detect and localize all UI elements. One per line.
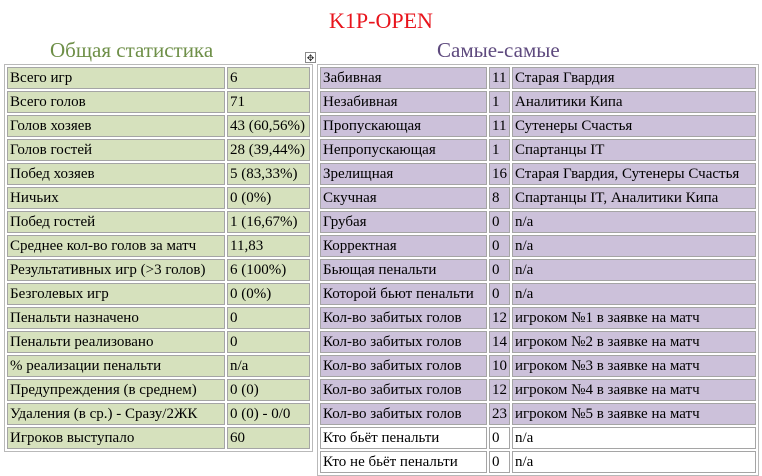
best-value: n/a bbox=[512, 451, 756, 473]
table-row bbox=[7, 235, 310, 257]
stat-value: 6 (100%) bbox=[227, 259, 310, 281]
best-number: 1 bbox=[489, 91, 510, 113]
table-row bbox=[7, 283, 310, 305]
stat-value: 60 bbox=[227, 427, 310, 449]
stat-value: n/a bbox=[227, 355, 310, 377]
best-value: Сутенеры Счастья bbox=[512, 115, 756, 137]
stat-label: Ничьих bbox=[7, 187, 225, 209]
table-row bbox=[7, 355, 310, 377]
best-label: Кол-во забитых голов bbox=[320, 355, 487, 377]
stat-label: Побед хозяев bbox=[7, 163, 225, 185]
best-value: n/a bbox=[512, 283, 756, 305]
table-row bbox=[7, 115, 310, 137]
best-label: Кол-во забитых голов bbox=[320, 331, 487, 353]
best-value: n/a bbox=[512, 259, 756, 281]
table-row bbox=[320, 139, 756, 161]
best-value: n/a bbox=[512, 235, 756, 257]
table-row bbox=[7, 163, 310, 185]
stat-label: Голов гостей bbox=[7, 139, 225, 161]
best-label: Кто бьёт пенальти bbox=[320, 427, 487, 449]
table-row bbox=[320, 403, 756, 425]
move-arrows-icon[interactable]: ✥ bbox=[306, 53, 315, 63]
best-number: 1 bbox=[489, 139, 510, 161]
best-number: 14 bbox=[489, 331, 510, 353]
table-row bbox=[320, 187, 756, 209]
table-row bbox=[7, 211, 310, 233]
stat-label: Игроков выступало bbox=[7, 427, 225, 449]
best-value: игроком №1 в заявке на матч bbox=[512, 307, 756, 329]
best-value: Старая Гвардия bbox=[512, 67, 756, 89]
best-number: 10 bbox=[489, 355, 510, 377]
table-row bbox=[320, 427, 756, 449]
stat-value: 71 bbox=[227, 91, 310, 113]
best-number: 0 bbox=[489, 283, 510, 305]
best-number: 0 bbox=[489, 235, 510, 257]
stat-label: % реализации пенальти bbox=[7, 355, 225, 377]
stat-label: Всего голов bbox=[7, 91, 225, 113]
best-label: Бьющая пенальти bbox=[320, 259, 487, 281]
table-row bbox=[7, 91, 310, 113]
best-stats-title: Самые-самые bbox=[437, 38, 560, 62]
best-label: Грубая bbox=[320, 211, 487, 233]
table-row bbox=[7, 139, 310, 161]
best-label: Пропускающая bbox=[320, 115, 487, 137]
table-row bbox=[7, 67, 310, 89]
stat-value: 28 (39,44%) bbox=[227, 139, 310, 161]
stat-label: Пенальти назначено bbox=[7, 307, 225, 329]
best-label: Незабивная bbox=[320, 91, 487, 113]
stat-value: 43 (60,56%) bbox=[227, 115, 310, 137]
best-number: 16 bbox=[489, 163, 510, 185]
best-number: 11 bbox=[489, 67, 510, 89]
table-row bbox=[320, 67, 756, 89]
best-number: 0 bbox=[489, 427, 510, 449]
stat-value: 0 bbox=[227, 307, 310, 329]
table-row bbox=[320, 283, 756, 305]
best-value: n/a bbox=[512, 427, 756, 449]
stat-value: 6 bbox=[227, 67, 310, 89]
table-row bbox=[7, 427, 310, 449]
stat-label: Пенальти реализовано bbox=[7, 331, 225, 353]
table-row bbox=[7, 259, 310, 281]
stat-value: 1 (16,67%) bbox=[227, 211, 310, 233]
best-label: Зрелищная bbox=[320, 163, 487, 185]
stat-value: 0 (0%) bbox=[227, 283, 310, 305]
table-row bbox=[320, 163, 756, 185]
best-value: игроком №3 в заявке на матч bbox=[512, 355, 756, 377]
table-row bbox=[320, 355, 756, 377]
table-row bbox=[7, 307, 310, 329]
best-value: Спартанцы IT, Аналитики Кипа bbox=[512, 187, 756, 209]
stat-value: 0 (0) - 0/0 bbox=[227, 403, 310, 425]
best-label: Кто не бьёт пенальти bbox=[320, 451, 487, 473]
stat-value: 0 (0) bbox=[227, 379, 310, 401]
best-number: 12 bbox=[489, 307, 510, 329]
table-row bbox=[320, 451, 756, 473]
best-label: Кол-во забитых голов bbox=[320, 307, 487, 329]
stat-value: 5 (83,33%) bbox=[227, 163, 310, 185]
general-stats-title: Общая статистика bbox=[50, 38, 214, 62]
best-value: Старая Гвардия, Сутенеры Счастья bbox=[512, 163, 756, 185]
table-row bbox=[320, 307, 756, 329]
table-row bbox=[320, 259, 756, 281]
best-value: игроком №5 в заявке на матч bbox=[512, 403, 756, 425]
stat-label: Побед гостей bbox=[7, 211, 225, 233]
best-value: игроком №2 в заявке на матч bbox=[512, 331, 756, 353]
best-label: Скучная bbox=[320, 187, 487, 209]
best-number: 23 bbox=[489, 403, 510, 425]
stat-label: Предупреждения (в среднем) bbox=[7, 379, 225, 401]
best-value: Аналитики Кипа bbox=[512, 91, 756, 113]
stat-label: Голов хозяев bbox=[7, 115, 225, 137]
page-title: K1P-OPEN bbox=[329, 8, 433, 33]
best-number: 11 bbox=[489, 115, 510, 137]
table-row bbox=[320, 331, 756, 353]
best-number: 0 bbox=[489, 451, 510, 473]
stat-label: Результативных игр (>3 голов) bbox=[7, 259, 225, 281]
table-row bbox=[7, 331, 310, 353]
table-row bbox=[320, 379, 756, 401]
general-stats-table bbox=[4, 64, 313, 452]
stat-value: 11,83 bbox=[227, 235, 310, 257]
table-row bbox=[320, 211, 756, 233]
table-row bbox=[320, 91, 756, 113]
best-label: Непропускающая bbox=[320, 139, 487, 161]
stat-value: 0 (0%) bbox=[227, 187, 310, 209]
table-row bbox=[320, 115, 756, 137]
best-number: 8 bbox=[489, 187, 510, 209]
best-value: n/a bbox=[512, 211, 756, 233]
best-label: Кол-во забитых голов bbox=[320, 379, 487, 401]
stat-value: 0 bbox=[227, 331, 310, 353]
table-row bbox=[320, 235, 756, 257]
stat-label: Безголевых игр bbox=[7, 283, 225, 305]
best-label: Забивная bbox=[320, 67, 487, 89]
best-label: Кол-во забитых голов bbox=[320, 403, 487, 425]
table-row bbox=[7, 187, 310, 209]
best-stats-table bbox=[317, 64, 759, 476]
best-label: Которой бьют пенальти bbox=[320, 283, 487, 305]
stat-label: Всего игр bbox=[7, 67, 225, 89]
stat-label: Удаления (в ср.) - Сразу/2ЖК bbox=[7, 403, 225, 425]
best-value: игроком №4 в заявке на матч bbox=[512, 379, 756, 401]
table-row bbox=[7, 403, 310, 425]
table-row bbox=[7, 379, 310, 401]
best-number: 0 bbox=[489, 211, 510, 233]
best-label: Корректная bbox=[320, 235, 487, 257]
best-number: 0 bbox=[489, 259, 510, 281]
best-number: 12 bbox=[489, 379, 510, 401]
stat-label: Среднее кол-во голов за матч bbox=[7, 235, 225, 257]
best-value: Спартанцы IT bbox=[512, 139, 756, 161]
